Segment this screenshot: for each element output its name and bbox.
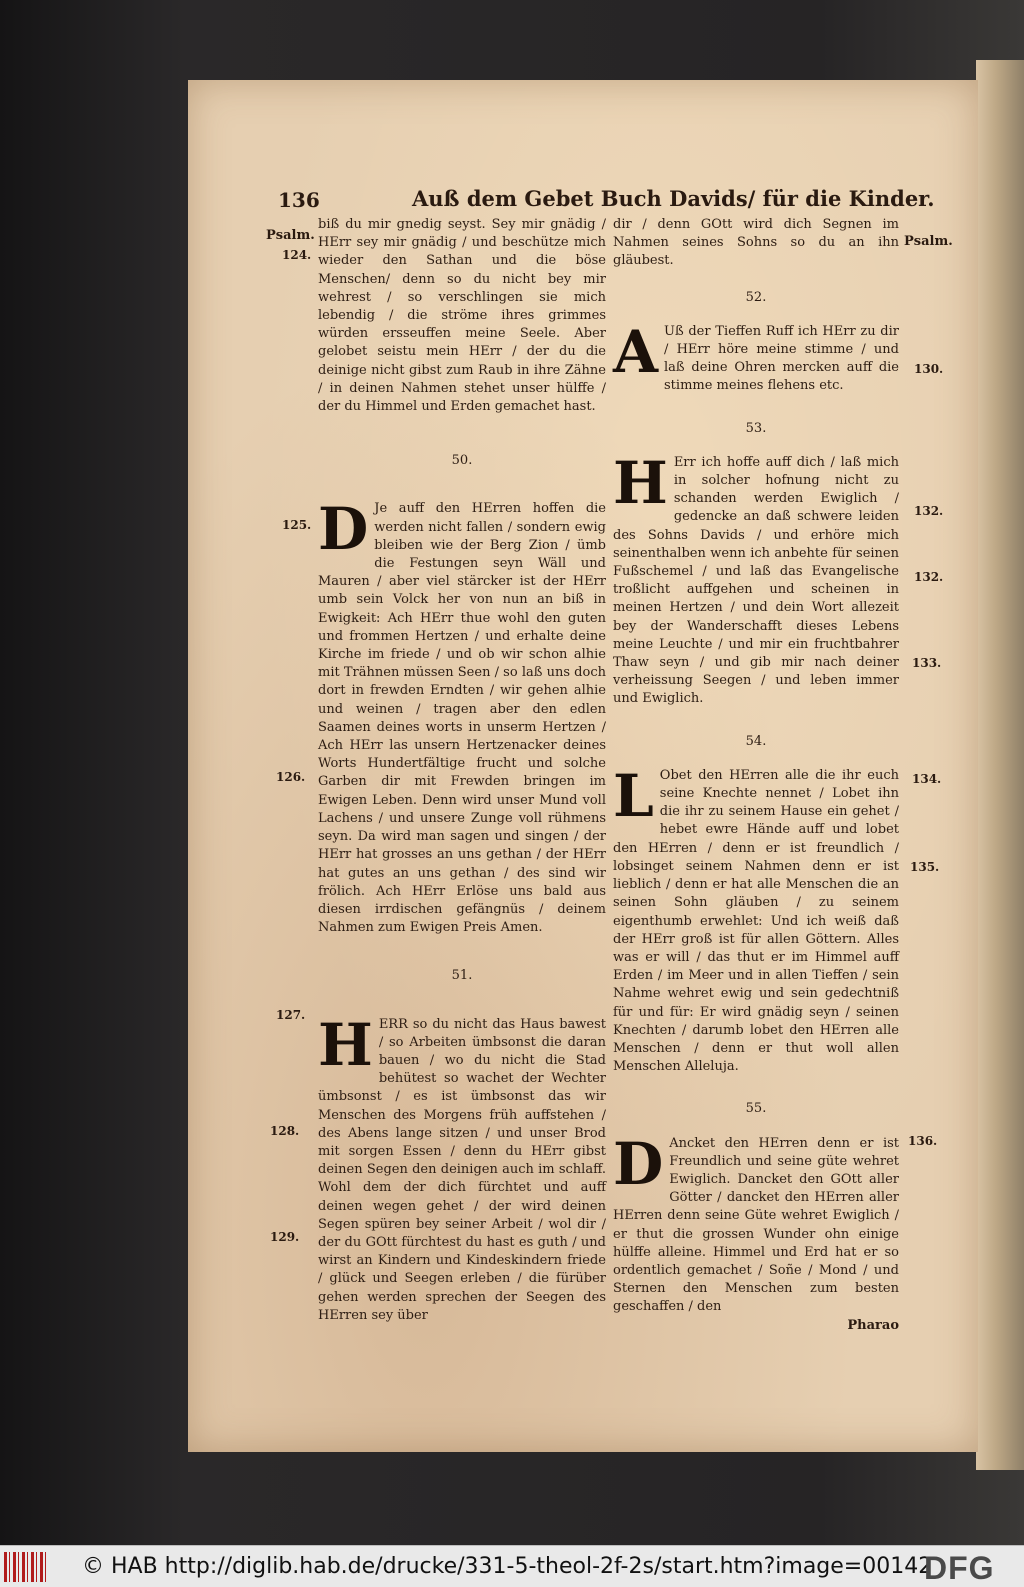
psalm-section (318, 1010, 606, 1325)
next-page-edge (976, 60, 1024, 1470)
psalm-text: Obet den HErren alle die ihr euch seine Knechte nennet / Lobet ihn die ihr zu seinem Hause ein gehet / hebet ewre Hände auff und lobet den HErren / denn er ist freundlich / lobsinget seinem Nahmen denn er ist lieblich / denn er hat alle Menschen die an seinen Sohn gläuben / zu seinem eigenthumb erwehlet: Und ich weiß daß der HErr groß ist für allen Göttern. Alles was er will / das thut er im Himmel auff Erden / im Meer und in allen Tieffen / sein Nahme wehret ewig und sein gedechtniß für und für: Er wird gnädig seyn / seinen Knechten / darumb lobet den HErren alle Menschen / denn er thut woll allen Menschen Alleluja. (613, 767, 899, 1075)
psalm-number: 50. (451, 453, 473, 469)
page-number: 136 (278, 188, 320, 212)
library-barcode-icon (4, 1552, 46, 1582)
margin-note-128: 128. (270, 1124, 300, 1138)
psalm-text: Je auff den HErren hoffen die werden nicht fallen / sondern ewig bleiben wie der Berg Zion / ümb die Festungen seyn Wäll und Mauren / aber viel stärcker ist der HErr umb sein Volck her von nun an biß in Ewigkeit: Ach HErr thue wohl den guten und frommen Hertzen / und erhalte deine Kirche im friede / und ob wir schon alhie mit Trähnen müssen Seen / so laß uns doch dort in frewden Erndten / wir gehen alhie und weinen / tragen aber den edlen Saamen deines worts in unserm Hertzen / Ach HErr las unsern Hertzenacker deines Worts Hundertfältige frucht und solche Garben dir mit Frewden bringen im Ewigen Leben. Denn wird unser Mund voll Lachens / und unsere Zunge voll rühmens seyn. Da wird man sagen und singen / der HErr hat grosses an uns gethan / der HErr hat gutes an uns gethan / des sind wir frölich. Ach HErr Erlöse uns bald aus diesen irrdischen gefängnüs / deinem Nahmen zum Ewigen Preis Amen. (318, 501, 606, 936)
psalm-text: Err ich hoffe auff dich / laß mich in solcher hofnung nicht zu schanden werden Ewiglich / gedencke an daß schwere leiden des Sohns Davids / und erhöre mich seinenthalben wenn ich anbehte für seinen Fußschemel / und laß das Evangelische troßlicht auffgehen und scheinen in meinen Hertzen / und dein Wort allezeit bey der Wanderschafft dieses Lebens meine Leuchte / und mir ein fruchtbahrer Thaw seyn / und gib mir nach deiner verheissung Seegen / und leben immer und Ewiglich. (613, 454, 899, 707)
psalm-text: Ancket den HErren denn er ist Freundlich und seine güte wehret Ewiglich. Dancket den GOtt aller Götter / dancket den HErren aller HErren denn seine Güte wehret Ewiglich / er thut die grossen Wunder ohn einige hülffe alleine. Himmel und Erd hat er so ordentlich gemachet / Soñe / Mond / und Sternen den Menschen zum besten geschaffen / den (613, 1135, 899, 1315)
psalm-section (318, 495, 606, 937)
margin-note-130: 130. (914, 362, 944, 376)
margin-note-126: 126. (276, 770, 306, 784)
margin-note-134: 134. (912, 772, 942, 786)
psalm-section (613, 761, 899, 1076)
left-column (318, 216, 606, 1325)
running-title: Auß dem Gebet Buch Davids/ für die Kinder. (412, 186, 935, 211)
psalm-text: Uß der Tieffen Ruff ich HErr zu dir / HErr höre meine stimme / und laß deine Ohren mercken auff die stimme meines flehens etc. (664, 323, 899, 394)
drop-initial: D (318, 495, 369, 564)
psalm-number: 54. (745, 733, 767, 749)
margin-note-127: 127. (276, 1008, 306, 1022)
drop-initial: D (613, 1129, 664, 1198)
margin-note-124: 124. (282, 248, 312, 262)
running-head (278, 186, 935, 214)
margin-note-psalm-right: Psalm. (904, 234, 953, 249)
margin-note-125: 125. (282, 518, 312, 532)
psalm-number: 52. (745, 289, 767, 305)
drop-initial: H (318, 1010, 373, 1079)
right-column (613, 216, 899, 1335)
copyright-url[interactable]: © HAB http://diglib.hab.de/drucke/331-5-theol-2f-2s/start.htm?image=00142 (82, 1554, 933, 1579)
drop-initial: H (613, 448, 668, 517)
drop-initial: A (613, 317, 659, 386)
dfg-logo: DFG (924, 1550, 995, 1586)
drop-initial: L (613, 761, 654, 830)
right-intro-text: dir / denn GOtt wird dich Segnen im Nahmen seines Sohns so du an ihn gläubest. (613, 217, 899, 269)
psalm-section (613, 317, 899, 396)
margin-note-129: 129. (270, 1230, 300, 1244)
margin-note-135: 135. (910, 860, 940, 874)
psalm-section (613, 1129, 899, 1317)
footer-bar (0, 1545, 1024, 1587)
margin-note-133: 133. (912, 656, 942, 670)
margin-note-132b: 132. (914, 570, 944, 584)
left-intro-text: biß du mir gnedig seyst. Sey mir gnädig / HErr sey mir gnädig / und beschütze mich wieder den Sathan und die böse Menschen/ denn so du nicht bey mir wehrest / so verschlingen sie mich lebendig / die ströme ihres grimmes würden ersseuffen meine Seele. Aber gelobet seistu mein HErr / der du die deinige nicht gibst zum Raub in ihre Zähne / in deinen Nahmen stehet unser hülffe / der du Himmel und Erden gemachet hast. (318, 217, 606, 415)
psalm-number: 53. (745, 420, 767, 436)
catchword: Pharao (847, 1317, 899, 1333)
margin-note-132a: 132. (914, 504, 944, 518)
psalm-number: 55. (745, 1101, 767, 1117)
margin-note-136: 136. (908, 1134, 938, 1148)
psalm-section (613, 448, 899, 709)
psalm-text: ERR so du nicht das Haus bawest / so Arbeiten ümbsonst die daran bauen / wo du nicht die Stad behütest so wachet der Wechter ümbsonst / es ist ümbsonst das wir Menschen des Morgens früh auffstehen / des Abens lange sitzen / und unser Brod mit sorgen Essen / denn du HErr gibst deinen Segen den deinigen auch im schlaff. Wohl dem der dich fürchtet und auff deinen wegen gehet / der wird deinen Segen spüren bey seiner Arbeit / wol dir / der du GOtt fürchtest du hast es guth / und wirst an Kindern und Kindeskindern friede / glück und Seegen erleben / die fürüber gehen werden sprechen der Seegen des HErren sey über (318, 1016, 606, 1323)
psalm-number: 51. (451, 968, 473, 984)
margin-note-psalm-left: Psalm. (266, 228, 315, 243)
